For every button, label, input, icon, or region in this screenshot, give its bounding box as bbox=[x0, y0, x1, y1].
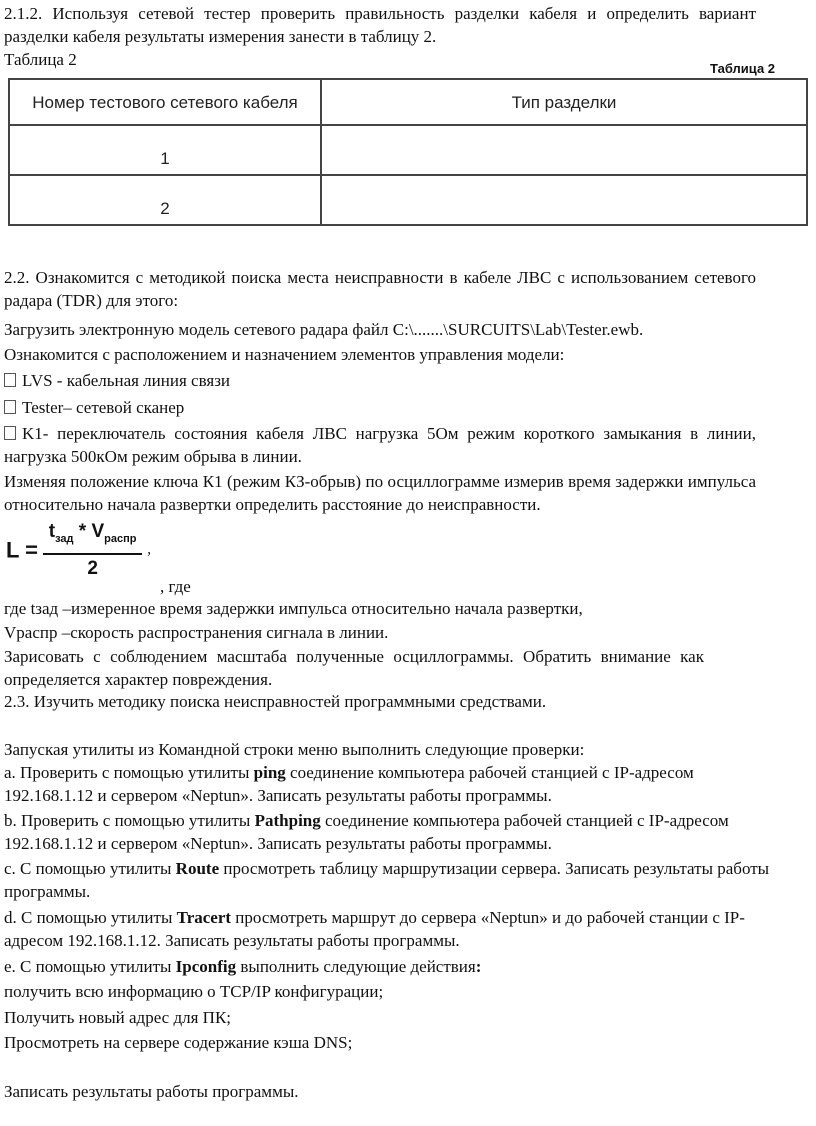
paragraph-change-switch: Изменяя положение ключа К1 (режим КЗ-обрыв) по осциллограмме измерив время задержки импульса относительно начала развертки определить расстояние до неисправности. bbox=[4, 472, 756, 514]
list-item-e: e. С помощью утилиты Ipconfig выполнить следующие действия: bbox=[4, 957, 482, 976]
tracert-label: Tracert bbox=[176, 908, 232, 927]
ping-label: ping bbox=[253, 763, 286, 782]
table-caption: Таблица 2 bbox=[4, 50, 77, 69]
formula-where: , где bbox=[160, 577, 191, 596]
bullet-box-icon bbox=[4, 400, 16, 414]
bullet-box-icon bbox=[4, 373, 16, 387]
formula-comma: , bbox=[147, 541, 151, 558]
distance-formula bbox=[6, 520, 151, 580]
list-item: Получить новый адрес для ПК; bbox=[4, 1008, 232, 1027]
bullet-box-icon bbox=[4, 426, 16, 440]
route-label: Route bbox=[175, 859, 220, 878]
list-item: Просмотреть на сервере содержание кэша DNS; bbox=[4, 1033, 353, 1052]
table-cell-type bbox=[321, 175, 807, 225]
paragraph-22-intro: 2.2. Ознакомится с методикой поиска места неисправности в кабеле ЛВС с использованием сетевого радара (TDR) для этого: bbox=[4, 268, 756, 310]
paragraph-launch: Запуская утилиты из Командной строки меню выполнить следующие проверки: bbox=[4, 740, 585, 759]
table-cell-number: 2 bbox=[9, 175, 321, 225]
ipconfig-label: Ipconfig bbox=[175, 957, 237, 976]
paragraph-load-file: Загрузить электронную модель сетевого радара файл C:\.......\SURCUITS\Lab\Tester.ewb. bbox=[4, 320, 644, 339]
paragraph-draw: Зарисовать с соблюдением масштаба полученные осциллограммы. Обратить внимание как определяется характер повреждения. bbox=[4, 647, 704, 689]
list-item: LVS - кабельная линия связи bbox=[4, 369, 230, 392]
formula-lhs: L = bbox=[6, 537, 39, 563]
table-row bbox=[9, 175, 807, 225]
formula-fraction: $\frac{t_{зад} * V_{распр}}{2}$ bbox=[43, 520, 143, 580]
table-header-cable-number: Номер тестового сетевого кабеля bbox=[9, 79, 321, 125]
list-item: Tester– сетевой сканер bbox=[4, 396, 184, 419]
table-header-crimp-type: Тип разделки bbox=[321, 79, 807, 125]
list-item: K1- переключатель состояния кабеля ЛВС нагрузка 5Ом режим короткого замыкания в линии, нагрузка 500кОм режим обрыва в линии. bbox=[4, 424, 756, 466]
where-vraspr: Vраспр –скорость распространения сигнала в линии. bbox=[4, 623, 389, 642]
table-cell-type bbox=[321, 125, 807, 175]
table-2 bbox=[8, 78, 808, 226]
where-tzad: где tзад –измеренное время задержки импульса относительно начала развертки, bbox=[4, 599, 583, 618]
table-row bbox=[9, 125, 807, 175]
paragraph-record: Записать результаты работы программы. bbox=[4, 1082, 299, 1101]
paragraph-elements: Ознакомится с расположением и назначением элементов управления модели: bbox=[4, 345, 565, 364]
list-item-d: d. С помощью утилиты Tracert просмотреть маршрут до сервера «Neptun» и до рабочей станции с IP-адресом 192.168.1.12. Записать результаты работы программы. bbox=[4, 908, 745, 950]
paragraph-212: 2.1.2. Используя сетевой тестер проверить правильность разделки кабеля и определить вариант разделки кабеля результаты измерения занести в таблицу 2. bbox=[4, 4, 756, 46]
list-item-b: b. Проверить с помощью утилиты Pathping соединение компьютера рабочей станцией с IP-адресом 192.168.1.12 и сервером «Neptun». Записать результаты работы программы. bbox=[4, 811, 729, 853]
list-item-a: a. Проверить с помощью утилиты ping соединение компьютера рабочей станцией с IP-адресом 192.168.1.12 и сервером «Neptun». Записать результаты работы программы. bbox=[4, 763, 694, 805]
table-caption-cropped: Таблица 2 bbox=[710, 61, 776, 76]
table-header-row bbox=[9, 79, 807, 125]
list-item: получить всю информацию о TCP/IP конфигурации; bbox=[4, 982, 384, 1001]
table-cell-number: 1 bbox=[9, 125, 321, 175]
pathping-label: Pathping bbox=[254, 811, 321, 830]
section-23-title: 2.3. Изучить методику поиска неисправностей программными средствами. bbox=[4, 692, 547, 711]
list-item-c: c. С помощью утилиты Route просмотреть таблицу маршрутизации сервера. Записать результаты работы программы. bbox=[4, 859, 770, 901]
